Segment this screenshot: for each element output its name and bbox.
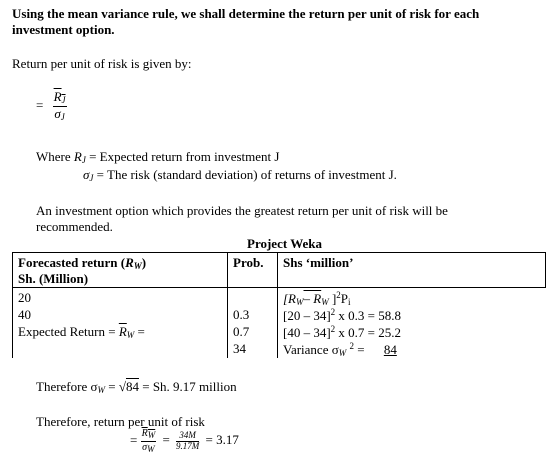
final-result: = 3.17	[205, 432, 239, 448]
sqrt-icon: √	[118, 379, 126, 394]
final-fraction-1: $\frac{R_W}{\sigma_W}$	[141, 428, 156, 454]
formula-fraction	[53, 90, 67, 123]
expected-return-value: 34	[233, 341, 246, 356]
table-header-border	[12, 287, 546, 288]
calc-row-20: [20 – 34]$^2$ x 0.3 = 58.8	[283, 307, 402, 323]
where-sigma-definition: $\sigma_J$ = The risk (standard deviation) of returns of investment J.	[83, 167, 397, 183]
expected-return-label: Expected Return = $\overline{R}_W$ =	[18, 324, 145, 340]
table-col-divider-2	[277, 252, 278, 358]
table-left-border	[12, 252, 13, 358]
formula-denominator: $\sigma_J$	[54, 105, 65, 122]
variance-value: 84	[383, 342, 397, 357]
recommend-line-2: recommended.	[36, 219, 113, 234]
calc-header-formula: [$R_W-$ $R_W$ ]$^2P_i$	[283, 290, 351, 307]
return-per-risk-formula	[36, 90, 67, 123]
header-shs-million: Shs ‘million’	[283, 255, 354, 270]
formula-numerator: $R_J$	[53, 89, 66, 105]
row-prob-0-3: 0.3	[233, 307, 250, 322]
table-right-border	[545, 252, 546, 288]
row-return-40: 40	[18, 307, 31, 322]
table-top-border	[12, 252, 546, 253]
heading-line-2: investment option.	[12, 22, 115, 37]
row-prob-0-7: 0.7	[233, 324, 250, 339]
header-sh-million: Sh. (Million)	[18, 271, 89, 286]
table-title: Project Weka	[247, 236, 322, 251]
table-col-divider-1	[227, 252, 228, 358]
where-rj-definition: Where $R_J$ = Expected return from investment J	[36, 149, 280, 165]
final-calculation: = $\frac{R_W}{\sigma_W}$ = $\frac{34M}{9.17M}$ = 3.17	[130, 428, 239, 454]
therefore-return-text: Therefore, return per unit of risk	[36, 414, 205, 429]
therefore-sigma: Therefore $\sigma_W = √84 = Sh$. 9.17 million	[36, 379, 237, 395]
final-fraction-2: $\frac{34M}{9.17M}$	[176, 430, 200, 451]
calc-row-40: [40 – 34]$^2$ x 0.7 = 25.2	[283, 324, 402, 340]
recommend-line-1: An investment option which provides the greatest return per unit of risk will be	[36, 203, 448, 218]
variance-row: Variance $\sigma_W$ $^2$ = 84	[283, 341, 397, 358]
row-return-20: 20	[18, 290, 31, 305]
equals-sign: =	[36, 97, 44, 113]
heading-line-1: Using the mean variance rule, we shall determine the return per unit of risk for each	[12, 6, 480, 21]
header-prob: Prob.	[233, 255, 264, 270]
header-forecasted-return: Forecasted return $(R_W)$	[18, 255, 147, 271]
intro-text: Return per unit of risk is given by:	[12, 56, 192, 71]
